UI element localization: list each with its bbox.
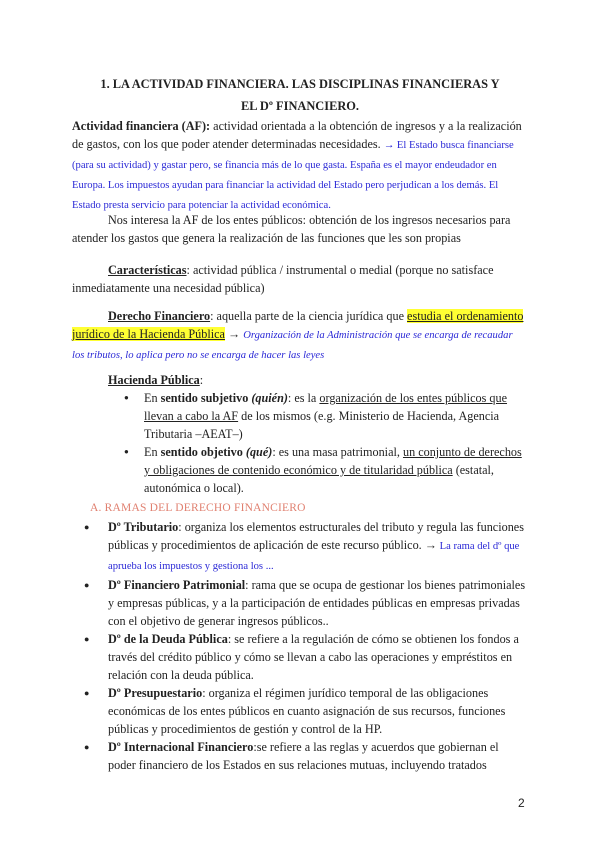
arrow-icon: → [224, 327, 244, 341]
ramas-list [82, 518, 526, 774]
list-item [82, 576, 526, 630]
list-item [108, 389, 526, 443]
derecho-note: Organización de la Administración que se encarga de recaudar los tributos, lo aplica pero no se encarga de hacer las leyes [72, 330, 513, 361]
section-title: 1. LA ACTIVIDAD FINANCIERA. LAS DISCIPLINAS FINANCIERAS Y EL Dº FINANCIERO. [100, 77, 500, 113]
derecho-paragraph [72, 307, 526, 365]
hacienda-block [108, 371, 526, 497]
list-item [82, 518, 526, 576]
item-text: (estatal, autonómica o local). [144, 463, 494, 495]
af-paragraph [72, 117, 526, 215]
rama-name: Dº Internacional Financiero [108, 740, 254, 754]
hacienda-list [108, 389, 526, 497]
rama-text: : organiza el régimen jurídico temporal de las obligaciones económicas de los entes públicos en cuanto asignación de sus recursos, funciones públicas y procedimientos de gestión y control de la HP. [108, 686, 506, 736]
subsection-heading: A. RAMAS DEL DERECHO FINANCIERO [90, 502, 306, 514]
rama-text: : rama que se ocupa de gestionar los bienes patrimoniales y empresas públicas, y a la participación de entidades públicas en empresas privadas con el objetivo de generar ingresos públicos.. [108, 578, 526, 628]
item-text: En [144, 391, 161, 405]
item-text: : es una masa patrimonial, [272, 445, 403, 459]
af-definition: actividad orientada a la obtención de ingresos y a la realización de gastos, con los que poder atender determinadas necesidades. [72, 119, 522, 151]
item-text: : es la [287, 391, 320, 405]
hacienda-colon: : [199, 373, 204, 387]
af-note: El Estado busca financiarse (para su actividad) y gastar pero, se financia más de lo que gasta. España es el mayor endeudador en Europa. Los impuestos ayudan para financiar la actividad del Estado pero perjudican a los demás. El Estado presta servicio para potenciar la actividad económica. [72, 140, 514, 211]
derecho-highlight: estudia el ordenamiento jurídico de la Hacienda Pública [72, 309, 524, 341]
item-italic: (quién) [248, 391, 288, 405]
list-item [82, 738, 526, 774]
characteristics-definition: : actividad pública / instrumental o medial (porque no satisface inmediatamente una necesidad pública) [72, 263, 494, 295]
interest-paragraph: Nos interesa la AF de los entes públicos: obtención de los ingresos necesarios para atender los gastos que genera la realización de las funciones que les son propias [72, 213, 511, 245]
list-item [82, 630, 526, 684]
hacienda-term: Hacienda Pública [108, 373, 200, 387]
arrow-icon: → [424, 538, 437, 552]
rama-text: :se refiere a las reglas y acuerdos que gobiernan el poder financiero de los Estados en sus relaciones mutuas, incluyendo tratados [108, 740, 499, 772]
item-italic: (qué) [242, 445, 273, 459]
item-bold: sentido subjetivo [160, 391, 249, 405]
rama-name: Dº Financiero Patrimonial [108, 578, 246, 592]
item-text: En [144, 445, 161, 459]
arrow-icon: → [383, 140, 395, 151]
characteristics-paragraph [72, 261, 526, 297]
item-text: de los mismos (e.g. Ministerio de Hacienda, Agencia Tributaria –AEAT–) [144, 409, 500, 441]
rama-name: Dº Tributario [108, 520, 179, 534]
list-item [108, 443, 526, 497]
rama-text: : organiza los elementos estructurales del tributo y regula las funciones públicas y procedimientos de aplicación de este recurso público. [108, 520, 524, 552]
rama-name: Dº Presupuestario [108, 686, 203, 700]
rama-name: Dº de la Deuda Pública [108, 632, 228, 646]
item-bold: sentido objetivo [160, 445, 243, 459]
rama-text: : se refiere a la regulación de cómo se obtienen los fondos a través del crédito público y cómo se llevan a cabo las operaciones y empréstitos en relación con la deuda pública. [108, 632, 519, 682]
list-item [82, 684, 526, 738]
characteristics-term: Características [108, 263, 187, 277]
derecho-term: Derecho Financiero [108, 309, 211, 323]
page-number: 2 [518, 796, 525, 810]
item-underlined: un conjunto de derechos y obligaciones de contenido económico y de titularidad pública [144, 445, 522, 477]
derecho-definition: : aquella parte de la ciencia jurídica que [210, 309, 408, 323]
af-term: Actividad financiera (AF): [72, 119, 211, 133]
item-underlined: organización de los entes públicos que llevan a cabo la AF [144, 391, 508, 423]
rama-note: La rama del dº que aprueba los impuestos y gestiona los ... [108, 541, 520, 572]
